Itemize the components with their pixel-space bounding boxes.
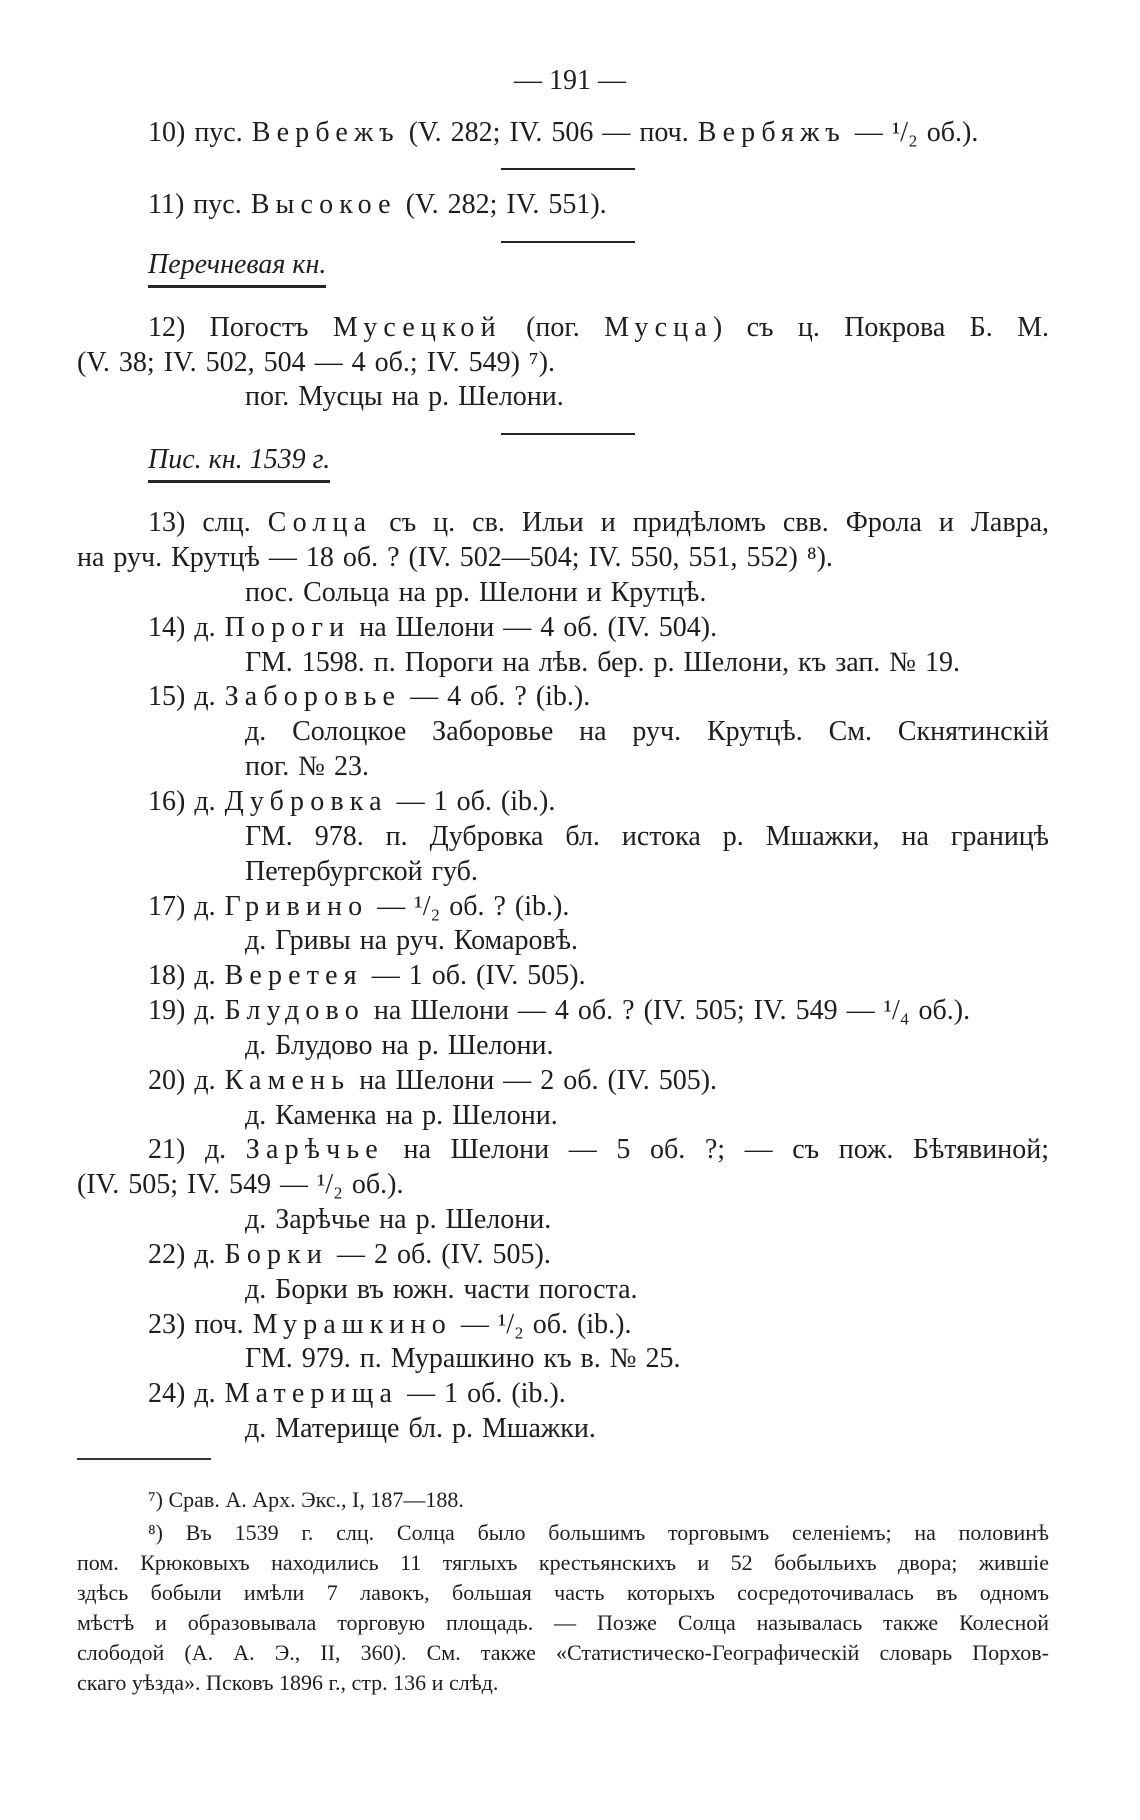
text-run: 10) пус. bbox=[148, 117, 252, 148]
text-run: 17) д. bbox=[148, 890, 225, 922]
footnote-7 bbox=[77, 1485, 1049, 1515]
text-run: (IV. 505; IV. 549 — ¹/₂ об.). bbox=[77, 1169, 404, 1201]
entry-23 bbox=[77, 1308, 1049, 1378]
identification-line bbox=[77, 855, 1049, 890]
text-run: мѣстѣ и образовывала торговую площадь. — Позже Солца называлась также Колесной bbox=[77, 1610, 1049, 1635]
place-name: Мурашкино bbox=[252, 1308, 452, 1340]
text-run: пом. Крюковыхъ находились 11 тяглыхъ крестьянскихъ и 52 бобыльихъ двора; жившіе bbox=[77, 1550, 1049, 1575]
entry-10 bbox=[77, 116, 1049, 151]
identification-line bbox=[77, 715, 1049, 750]
text-run: 23) поч. bbox=[148, 1308, 253, 1340]
footnote-rule bbox=[77, 1458, 211, 1460]
text-run: 13) слц. bbox=[148, 507, 268, 539]
text-run: — ¹/₂ об.). bbox=[845, 117, 979, 148]
entry-19 bbox=[77, 994, 1049, 1064]
text-run: съ ц. св. Ильи и придѣломъ свв. Фрола и Лавра, bbox=[372, 507, 1049, 539]
text-run: (V. 282; IV. 506 — поч. bbox=[399, 117, 698, 148]
text-run: 15) д. bbox=[148, 681, 225, 713]
footnote-line bbox=[77, 1608, 1049, 1638]
footnote-line bbox=[77, 1578, 1049, 1608]
identification-line bbox=[77, 380, 1049, 415]
section-divider bbox=[501, 168, 635, 170]
text-run: д. Солоцкое Заборовье на руч. Крутцѣ. См. Скнятинскій bbox=[245, 716, 1049, 748]
record-line bbox=[77, 1238, 1049, 1273]
text-run: д. Блудово на р. Шелони. bbox=[245, 1029, 554, 1061]
record-line bbox=[77, 116, 1049, 151]
record-line bbox=[77, 611, 1049, 646]
entry-14 bbox=[77, 611, 1049, 681]
identification-line bbox=[77, 1099, 1049, 1134]
text-run: ГМ. 979. п. Мурашкино къ в. № 25. bbox=[245, 1343, 681, 1375]
text-run: 16) д. bbox=[148, 785, 225, 817]
place-name: Заборовье bbox=[224, 681, 402, 713]
footnote-line bbox=[77, 1638, 1049, 1668]
place-name: Зарѣчье bbox=[245, 1134, 384, 1166]
text-run: 18) д. bbox=[148, 960, 225, 992]
text-run: (пог. bbox=[501, 311, 605, 343]
place-name: Солца bbox=[267, 507, 373, 539]
text-run: на Шелони — 4 об. (IV. 504). bbox=[350, 611, 718, 643]
identification-line bbox=[77, 576, 1049, 611]
text-run: здѣсь бобыли имѣли 7 лавокъ, большая часть которыхъ сосредоточивалась въ одномъ bbox=[77, 1580, 1049, 1605]
footnote-line bbox=[77, 1518, 1049, 1548]
record-line bbox=[77, 680, 1049, 715]
entry-18 bbox=[77, 959, 1049, 994]
record-line bbox=[77, 311, 1049, 346]
text-run: — 4 об. ? (ib.). bbox=[401, 681, 591, 713]
text-run: Петербургской губ. bbox=[245, 855, 478, 887]
text-run: ⁷) Срав. А. Арх. Экс., I, 187—188. bbox=[148, 1487, 464, 1512]
entry-17 bbox=[77, 890, 1049, 960]
place-name: Веретея bbox=[224, 960, 363, 992]
footnote-line bbox=[77, 1668, 1049, 1698]
text-run: д. Зарѣчье на р. Шелони. bbox=[245, 1204, 552, 1236]
text-run: (V. 282; IV. 551). bbox=[396, 188, 607, 220]
text-run: на Шелони — 2 об. (IV. 505). bbox=[350, 1064, 718, 1096]
text-run: 19) д. bbox=[148, 995, 225, 1027]
identification-line bbox=[77, 1029, 1049, 1064]
text-run: — 1 об. (ib.). bbox=[398, 1378, 566, 1410]
text-run: слободой (А. А. Э., II, 360). См. также «Статистическо-Географическій словарь Порхов- bbox=[77, 1640, 1049, 1665]
place-name: Блудово bbox=[224, 995, 365, 1027]
text-run: — 1 об. (IV. 505). bbox=[362, 960, 586, 992]
footnote-line bbox=[77, 1548, 1049, 1578]
text-run: ⁸) Въ 1539 г. слц. Солца было большимъ торговымъ селеніемъ; на половинѣ bbox=[148, 1520, 1049, 1545]
text-run: ГМ. 978. п. Дубровка бл. истока р. Мшажки, на границѣ bbox=[245, 820, 1049, 852]
entry-22 bbox=[77, 1238, 1049, 1308]
text-run: 12) Погостъ bbox=[148, 311, 333, 343]
entry-20 bbox=[77, 1064, 1049, 1134]
section-divider bbox=[501, 433, 635, 435]
identification-line bbox=[77, 750, 1049, 785]
text-run: д. Каменка на р. Шелони. bbox=[245, 1099, 558, 1131]
place-name: Борки bbox=[224, 1238, 329, 1270]
text-run: д. Материще бл. р. Мшажки. bbox=[245, 1413, 596, 1445]
text-run: пог. Мусцы на р. Шелони. bbox=[245, 381, 564, 413]
identification-line bbox=[77, 1342, 1049, 1377]
section-divider bbox=[501, 241, 635, 243]
entry-24 bbox=[77, 1377, 1049, 1447]
entry-13 bbox=[77, 506, 1049, 611]
record-line bbox=[77, 1133, 1049, 1168]
footnote-8 bbox=[77, 1518, 1049, 1698]
place-name: Пороги bbox=[224, 611, 351, 643]
record-line bbox=[77, 188, 1049, 223]
text-run: на Шелони — 5 об. ?; — съ пож. Бѣтявиной; bbox=[383, 1134, 1049, 1166]
place-name: Высокое bbox=[250, 188, 397, 220]
place-name: Материща bbox=[224, 1378, 399, 1410]
identification-line bbox=[77, 820, 1049, 855]
record-line bbox=[77, 785, 1049, 820]
identification-line bbox=[77, 924, 1049, 959]
text-run: пог. № 23. bbox=[245, 751, 370, 783]
text-run: 21) д. bbox=[148, 1134, 246, 1166]
text-run: 22) д. bbox=[148, 1238, 225, 1270]
place-name: Мусца bbox=[604, 311, 713, 343]
entry-21 bbox=[77, 1133, 1049, 1238]
place-name: Камень bbox=[224, 1064, 351, 1096]
place-name: Мусецкой bbox=[332, 311, 502, 343]
source-heading: Перечневая кн. bbox=[148, 248, 326, 288]
text-run: 11) пус. bbox=[148, 188, 251, 220]
text-run: ) съ ц. Покрова Б. М. bbox=[712, 311, 1050, 343]
text-run: — 1 об. (ib.). bbox=[387, 785, 556, 817]
text-run: (V. 38; IV. 502, 504 — 4 об.; IV. 549) ⁷). bbox=[77, 346, 556, 378]
text-run: на Шелони — 4 об. ? (IV. 505; IV. 549 — ¹/₄ об.). bbox=[364, 995, 971, 1027]
record-line bbox=[77, 1308, 1049, 1343]
identification-line bbox=[77, 1412, 1049, 1447]
source-heading: Пис. кн. 1539 г. bbox=[148, 443, 330, 483]
record-line bbox=[77, 346, 1049, 381]
page-body bbox=[77, 116, 1049, 1698]
footnote-line bbox=[77, 1485, 1049, 1515]
entry-12 bbox=[77, 311, 1049, 416]
text-run: — ¹/₂ об. ? (ib.). bbox=[368, 890, 570, 922]
record-line bbox=[77, 1377, 1049, 1412]
place-name: Вербежъ bbox=[251, 117, 400, 148]
identification-line bbox=[77, 646, 1049, 681]
entry-16 bbox=[77, 785, 1049, 890]
record-line bbox=[77, 959, 1049, 994]
text-run: — ¹/₂ об. (ib.). bbox=[451, 1308, 632, 1340]
text-run: — 2 об. (IV. 505). bbox=[328, 1238, 551, 1270]
record-line bbox=[77, 1064, 1049, 1099]
text-run: пос. Сольца на рр. Шелони и Крутцѣ. bbox=[245, 576, 707, 608]
text-run: 24) д. bbox=[148, 1378, 225, 1410]
record-line bbox=[77, 1168, 1049, 1203]
record-line bbox=[77, 506, 1049, 541]
text-run: на руч. Крутцѣ — 18 об. ? (IV. 502—504; IV. 550, 551, 552) ⁸). bbox=[77, 542, 833, 574]
text-run: 20) д. bbox=[148, 1064, 225, 1096]
identification-line bbox=[77, 1203, 1049, 1238]
place-name: Дубровка bbox=[224, 785, 388, 817]
record-line bbox=[77, 541, 1049, 576]
text-run: д. Гривы на руч. Комаровѣ. bbox=[245, 925, 578, 957]
entry-15 bbox=[77, 680, 1049, 785]
entry-11 bbox=[77, 188, 1049, 223]
text-run: д. Борки въ южн. части погоста. bbox=[245, 1273, 638, 1305]
text-run: скаго уѣзда». Псковъ 1896 г., стр. 136 и слѣд. bbox=[77, 1670, 499, 1695]
text-run: ГМ. 1598. п. Пороги на лѣв. бер. р. Шелони, къ зап. № 19. bbox=[245, 646, 961, 678]
record-line bbox=[77, 890, 1049, 925]
page-number: — 191 — bbox=[514, 65, 626, 96]
place-name: Гривино bbox=[224, 890, 369, 922]
text-run: 14) д. bbox=[148, 611, 225, 643]
identification-line bbox=[77, 1273, 1049, 1308]
place-name: Вербяжъ bbox=[697, 117, 846, 148]
record-line bbox=[77, 994, 1049, 1029]
